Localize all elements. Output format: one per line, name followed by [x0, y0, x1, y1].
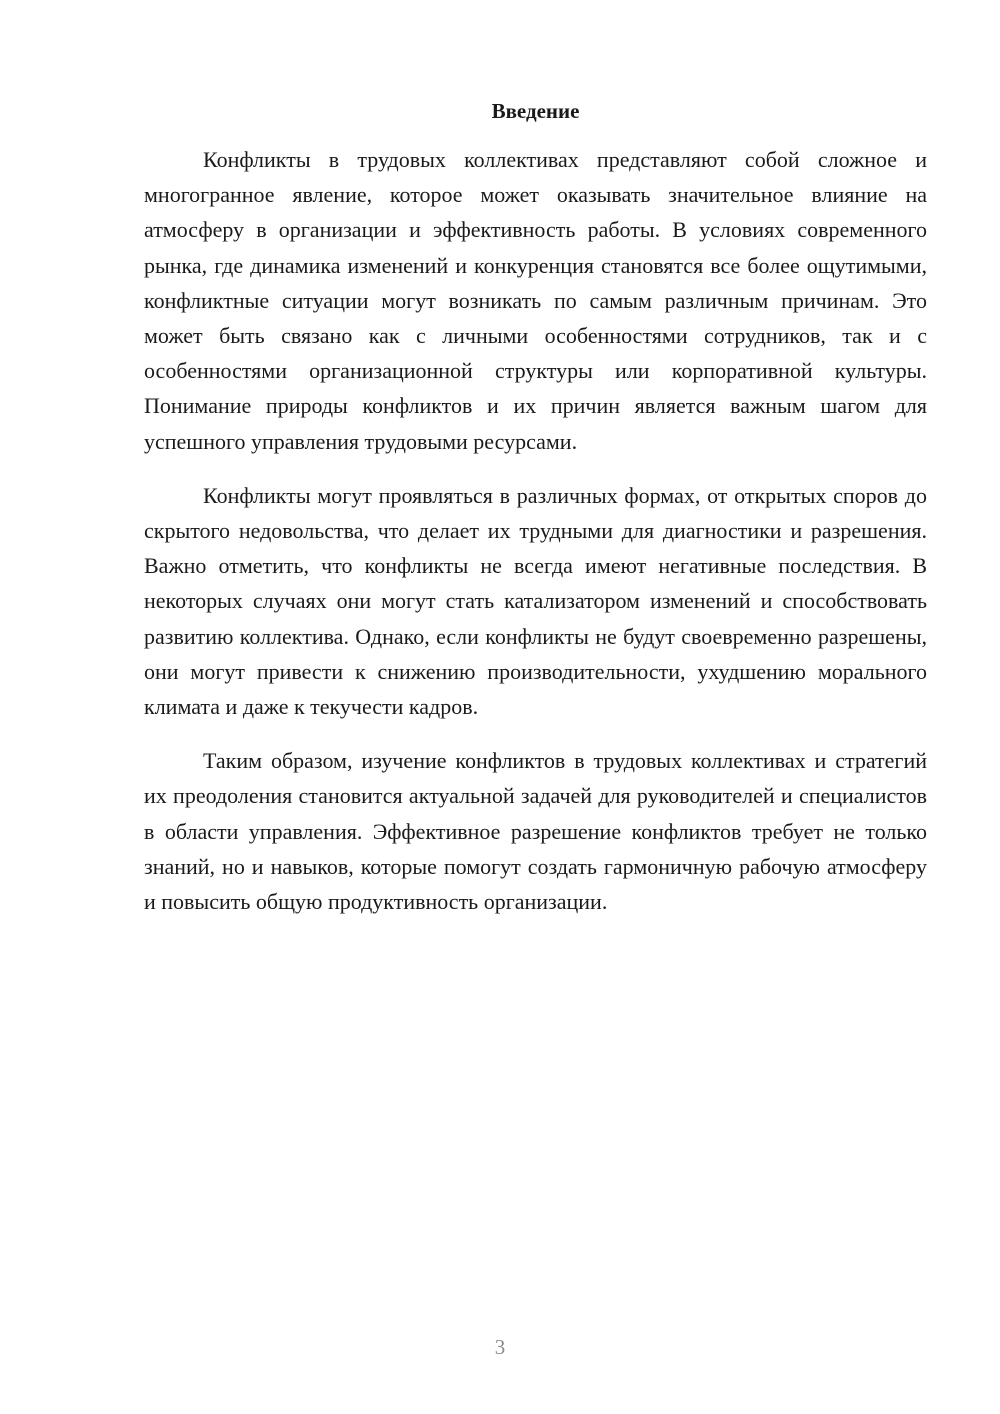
page-number: 3: [494, 1335, 506, 1359]
section-title: Введение: [491, 99, 580, 123]
body-text: [144, 142, 927, 938]
paragraph-1: Конфликты в трудовых коллективах представляют собой сложное и многогранное явление, которое может оказывать значительное влияние на атмосферу в организации и эффективность работы. В условиях современного рынка, где динамика изменений и конкуренция становятся все более ощутимыми, конфликтные ситуации могут возникать по самым различным причинам. Это может быть связано как с личными особенностями сотрудников, так и с особенностями организационной структуры или корпоративной культуры. Понимание природы конфликтов и их причин является важным шагом для успешного управления трудовыми ресурсами.: [144, 147, 927, 454]
paragraph-3: Таким образом, изучение конфликтов в трудовых коллективах и стратегий их преодоления становится актуальной задачей для руководителей и специалистов в области управления. Эффективное разрешение конфликтов требует не только знаний, но и навыков, которые помогут создать гармоничную рабочую атмосферу и повысить общую продуктивность организации.: [144, 748, 927, 915]
paragraph-2: Конфликты могут проявляться в различных формах, от открытых споров до скрытого недовольства, что делает их трудными для диагностики и разрешения. Важно отметить, что конфликты не всегда имеют негативные последствия. В некоторых случаях они могут стать катализатором изменений и способствовать развитию коллектива. Однако, если конфликты не будут своевременно разрешены, они могут привести к снижению производительности, ухудшению морального климата и даже к текучести кадров.: [144, 482, 927, 720]
